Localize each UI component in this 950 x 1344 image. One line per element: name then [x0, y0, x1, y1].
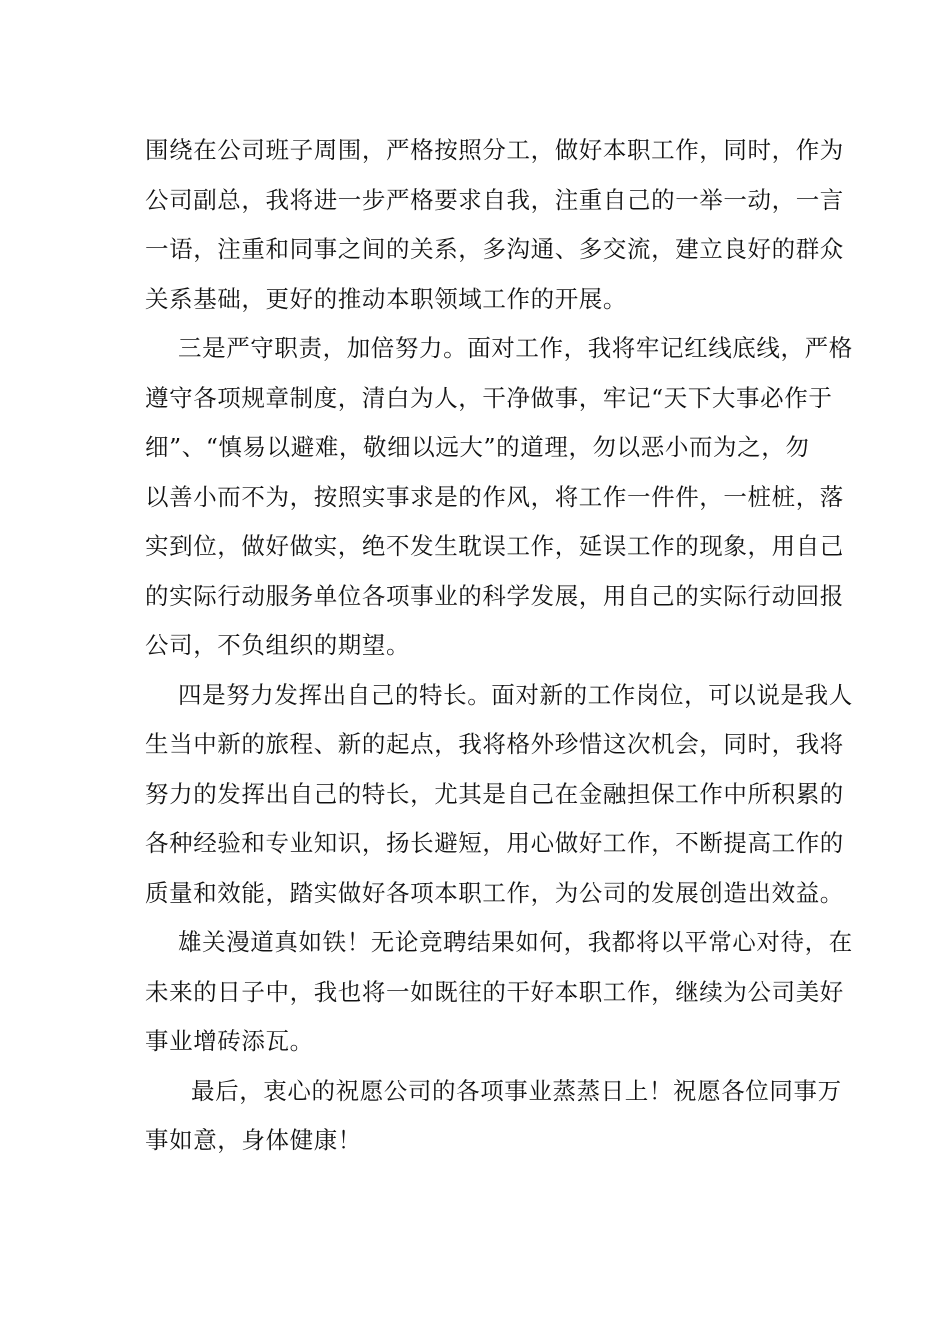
text-line: 遵守各项规章制度，清白为人，干净做事，牢记“天下大事必作于 [145, 383, 833, 412]
text-line: 事业增砖添瓦。 [145, 1027, 314, 1055]
text-line: 一语，注重和同事之间的关系，多沟通、多交流，建立良好的群众 [145, 235, 844, 263]
text-line: 实到位，做好做实，绝不发生耽误工作，延误工作的现象，用自己 [145, 532, 844, 560]
text-line: 公司副总，我将进一步严格要求自我，注重自己的一举一动，一言 [145, 185, 844, 214]
paragraph-start-line: 三是严守职责，加倍努力。面对工作，我将牢记红线底线，严格 [178, 334, 853, 362]
text-line: 细”、“慎易以避难，敬细以远大”的道理，勿以恶小而为之，勿 [145, 433, 810, 461]
text-line: 以善小而不为，按照实事求是的作风，将工作一件件，一桩桩，落 [145, 482, 844, 511]
text-line: 围绕在公司班子周围，严格按照分工，做好本职工作，同时，作为 [145, 136, 844, 164]
text-line: 未来的日子中，我也将一如既往的干好本职工作，继续为公司美好 [145, 977, 844, 1006]
text-line: 的实际行动服务单位各项事业的科学发展，用自己的实际行动回报 [145, 581, 844, 610]
body-text [145, 126, 853, 1166]
text-line: 生当中新的旅程、新的起点，我将格外珍惜这次机会，同时，我将 [145, 730, 844, 758]
paragraph-start-line: 最后，衷心的祝愿公司的各项事业蒸蒸日上！祝愿各位同事万 [191, 1076, 842, 1105]
paragraph-start-line: 四是努力发挥出自己的特长。面对新的工作岗位，可以说是我人 [178, 680, 853, 709]
text-line: 各种经验和专业知识，扬长避短，用心做好工作，不断提高工作的 [145, 829, 844, 857]
text-line: 努力的发挥出自己的特长，尤其是自己在金融担保工作中所积累的 [145, 779, 844, 808]
text-line: 公司，不负组织的期望。 [145, 631, 411, 659]
text-line: 关系基础，更好的推动本职领域工作的开展。 [145, 284, 627, 313]
text-line: 质量和效能，踏实做好各项本职工作，为公司的发展创造出效益。 [145, 878, 844, 907]
paragraph-start-line: 雄关漫道真如铁！无论竞聘结果如何，我都将以平常心对待，在 [178, 928, 853, 956]
text-line: 事如意，身体健康！ [145, 1126, 362, 1154]
